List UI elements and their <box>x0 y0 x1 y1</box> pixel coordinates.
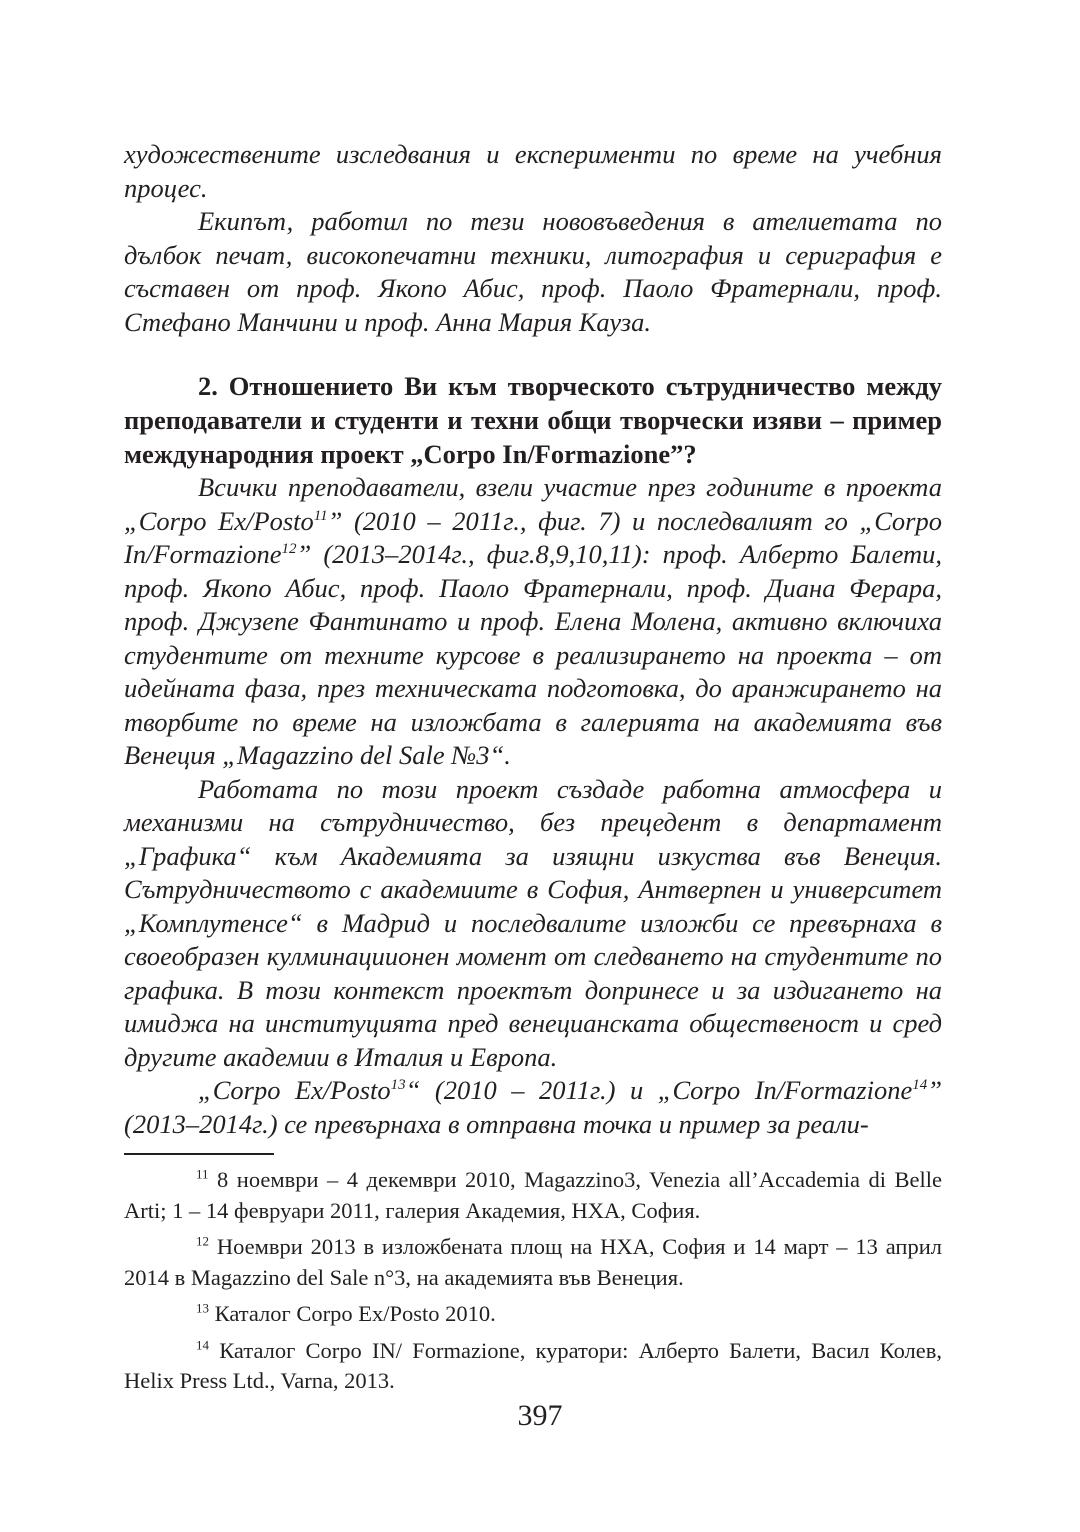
footnote-text: Каталог Corpo Ex/Posto 2010. <box>214 1301 496 1326</box>
paragraph-team: Екипът, работил по тези нововъведения в ателиетата по дълбок печат, високопечатни техники, литография и сериграфия е съставен от проф. Якопо Абис, проф. Паоло Фратернали, проф. Стефано Манчини и проф. Анна Мария Кауза. <box>124 206 942 337</box>
footnote-ref-14[interactable]: 14 <box>912 1077 928 1094</box>
footnote-14 <box>124 1336 942 1397</box>
page-body <box>124 138 942 1397</box>
footnote-11 <box>124 1165 942 1226</box>
footnote-12 <box>124 1232 942 1293</box>
footnote-ref-11[interactable]: 11 <box>313 507 328 524</box>
footnote-text: 8 ноември – 4 декември 2010, Magazzino3, Venezia all’Accademia di Belle Arti; 1 – 14 февруари 2011, галерия Академия, НХА, София. <box>124 1167 942 1223</box>
footnote-13 <box>124 1299 942 1330</box>
paragraph-projects <box>124 1074 942 1141</box>
footnote-text: Каталог Corpo IN/ Formazione, куратори: Алберто Балети, Васил Колев, Helix Press Ltd., Varna, 2013. <box>124 1337 942 1393</box>
footnote-number: 14 <box>196 1337 209 1352</box>
page-number: 397 <box>517 1399 563 1432</box>
footnote-ref-12[interactable]: 12 <box>281 541 297 558</box>
footnote-text: Ноември 2013 в изложбената площ на НХА, София и 14 март – 13 април 2014 в Magazzino del Sale n°3, на академията във Венеция. <box>124 1234 942 1290</box>
footnote-number: 12 <box>196 1233 209 1249</box>
paragraph-projects-part-b: “ (2010 – 2011г.) и „Corpo In/Formazione <box>405 1075 913 1105</box>
footnote-separator <box>124 1153 274 1155</box>
paragraph-teachers-part-b: ” (2010 – 2011г., фиг. 7) и последвалият го „Corpo In/Formazione <box>124 505 942 569</box>
footnote-number: 13 <box>196 1300 209 1316</box>
footnote-ref-13[interactable]: 13 <box>390 1077 406 1094</box>
paragraph-teachers <box>124 471 942 773</box>
footnote-number: 11 <box>196 1166 209 1182</box>
paragraph-continuation: художествените изследвания и експерименти по време на учебния процес. <box>124 139 942 203</box>
paragraph-projects-part-c: ” (2013–2014г.) се превърнаха в отправна точка и пример за реали- <box>124 1075 942 1139</box>
paragraph-projects-part-a: „Corpo Ex/Posto <box>198 1075 391 1105</box>
paragraph-teachers-part-a: Всички преподаватели, взели участие през годините в проекта „Corpo Ex/Posto <box>124 472 942 536</box>
paragraph-work: Работата по този проект създаде работна атмосфера и механизми на сътрудничество, без прецедент в департамент „Графика“ към Академията за изящни изкуства във Венеция. Сътрудничеството с академиите в София, Антверпен и университет „Комплутенсе“ в Мадрид и последвалите изложби се превърнаха в своеобразен кулминациионен момент от следването на студентите по графика. В този контекст проектът допринесе и за издигането на имиджа на институцията пред венецианската общественост и сред другите академии в Италия и Европа. <box>124 773 942 1072</box>
section-question-heading: 2. Отношението Ви към творческото сътрудничество между преподаватели и студенти и техни общи творчески изяви – пример международния проект „Corpo In/Formazione”? <box>124 371 942 469</box>
paragraph-teachers-part-c: ” (2013–2014г., фиг.8,9,10,11): проф. Алберто Балети, проф. Якопо Абис, проф. Паоло Фратернали, проф. Диана Ферара, проф. Джузепе Фантинато и проф. Елена Молена, активно включиха студентите от техните курсове в реализирането на проекта – от идейната фаза, през техническата подготовка, до аранжирането на творбите по време на изложбата в галерията на академията във Венеция „Magazzino del Sale №3“. <box>124 539 942 770</box>
